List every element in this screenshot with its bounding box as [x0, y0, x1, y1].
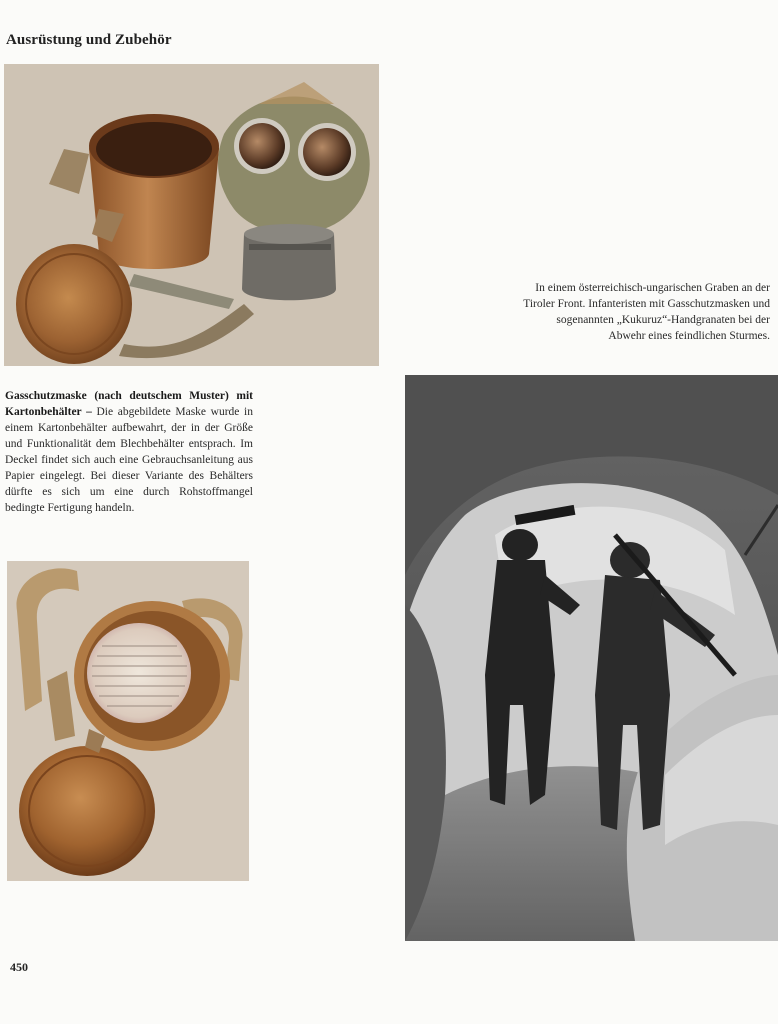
caption-body: Die abgebildete Maske wurde in einem Kartonbehälter aufbewahrt, der in der Größe und Funktionalität dem Blechbehälter entsprach. Im Deckel findet sich auch eine Gebrauchsanleitung aus Papier eingelegt. Bei dieser Variante des Behälters dürfte es sich um eine durch Rohstoffmangel bedingte Fertigung handeln. — [5, 406, 253, 514]
section-title: Ausrüstung und Zubehör — [6, 32, 172, 48]
page-number: 450 — [10, 960, 28, 974]
trench-photo — [405, 375, 778, 941]
container-instructions-photo — [7, 561, 249, 881]
gas-mask-photo — [4, 64, 379, 366]
gas-mask-caption — [5, 388, 253, 516]
trench-caption: In einem österreichisch-ungarischen Graben an der Tiroler Front. Infanteristen mit Gasschutzmasken und sogenannten „Kukuruz“-Handgranaten bei der Abwehr eines feindlichen Sturmes. — [523, 282, 770, 342]
caption-lead: Gasschutzmaske (nach deutschem Muster) mit Kartonbehälter – — [5, 390, 253, 418]
